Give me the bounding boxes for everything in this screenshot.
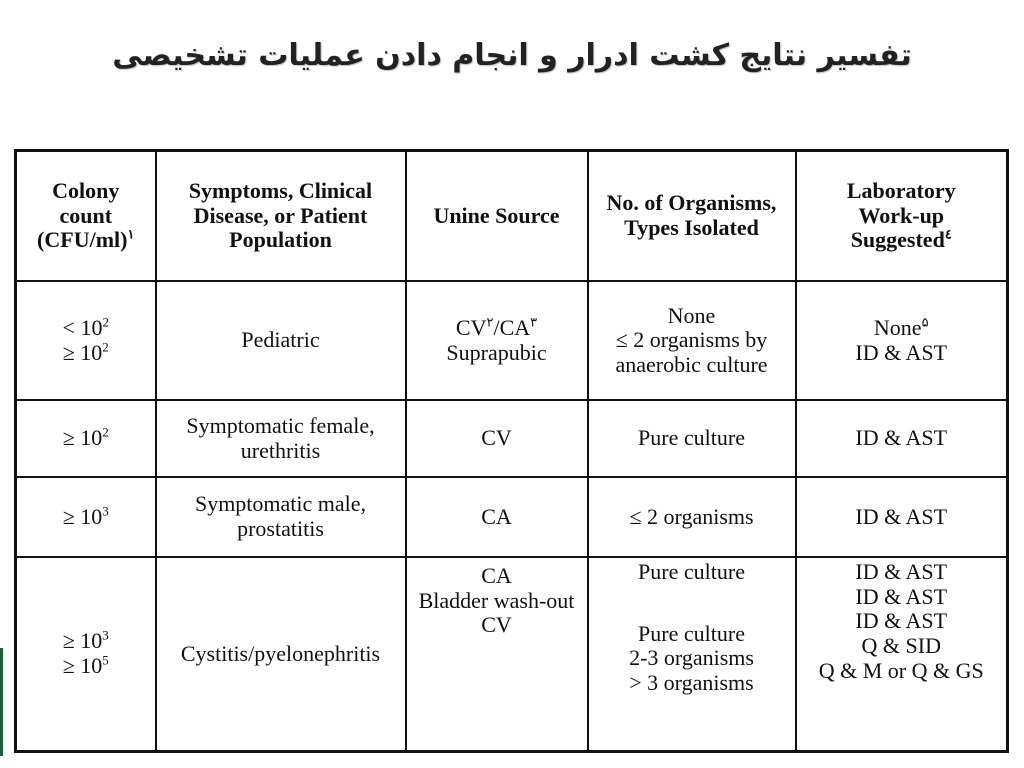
colony-count-value: ≥ $10^3$: [62, 503, 109, 529]
header-line: Laboratory: [846, 178, 956, 204]
header-line-text: Suggested: [850, 227, 945, 253]
lab-workup-text: ID & AST: [855, 503, 948, 529]
header-lab-workup: [796, 151, 1008, 282]
urine-source-text: $CV^۲/CA^۳$: [455, 314, 538, 340]
urine-source-text: CA: [481, 503, 512, 529]
cell-spacer: [592, 585, 792, 622]
header-line: [20, 228, 152, 253]
urine-culture-table: [14, 149, 1009, 753]
colony-count-value: < $10^2$: [62, 314, 109, 340]
urine-source-text: CV: [481, 425, 512, 451]
organisms-text: Pure culture: [638, 425, 745, 451]
urine-source-text: Suprapubic: [446, 339, 547, 365]
symptoms-text: Symptomatic female,: [186, 412, 375, 438]
lab-workup-cell: [796, 281, 1008, 400]
symptoms-cell: [156, 557, 406, 752]
organisms-cell: [588, 281, 796, 400]
header-line: Disease, or Patient: [193, 202, 368, 228]
lab-workup-text: ID & AST: [855, 425, 948, 451]
lab-workup-text: Q & SID: [861, 632, 941, 658]
urine-source-text: CA: [481, 563, 512, 588]
header-organisms: [588, 151, 796, 282]
table-row: [16, 477, 1008, 557]
lab-workup-cell: [796, 400, 1008, 477]
table-row: [16, 557, 1008, 752]
header-line: Types Isolated: [624, 215, 759, 240]
header-line: Colony: [52, 178, 120, 204]
lab-workup-text: None$^۵$: [873, 314, 929, 340]
colony-count-cell: [16, 477, 156, 557]
header-line: Population: [229, 227, 332, 253]
lab-workup-text: Q & M or Q & GS: [818, 657, 984, 683]
urine-source-cell: [406, 281, 588, 400]
lab-workup-text: ID & AST: [855, 339, 948, 365]
header-symptoms: [156, 151, 406, 282]
colony-count-cell: [16, 281, 156, 400]
symptoms-text: Cystitis/pyelonephritis: [180, 640, 381, 666]
colony-count-value: ≥ $10^2$: [62, 339, 109, 365]
header-line: Symptoms, Clinical: [188, 178, 373, 204]
header-line: Work-up: [858, 202, 945, 228]
organisms-text: 2-3 organisms: [629, 645, 754, 671]
urine-source-text: Bladder wash-out: [418, 587, 575, 613]
footnote-marker: ٤: [944, 226, 952, 242]
organisms-text: None: [667, 302, 716, 328]
urine-source-cell: [406, 557, 588, 752]
colony-count-cell: [16, 557, 156, 752]
symptoms-cell: [156, 477, 406, 557]
lab-workup-text: ID & AST: [855, 559, 948, 584]
colony-count-value: ≥ $10^5$: [62, 652, 109, 678]
urine-source-cell: [406, 400, 588, 477]
slide-title: تفسیر نتایج کشت ادرار و انجام دادن عملیات تشخیصی: [112, 38, 912, 73]
colony-count-value: ≥ $10^3$: [62, 628, 109, 654]
header-line: [800, 228, 1004, 253]
lab-workup-text: ID & AST: [855, 583, 948, 609]
footnote-marker: ۱: [127, 226, 135, 242]
header-line: No. of Organisms,: [606, 190, 777, 216]
organisms-text: > 3 organisms: [629, 669, 754, 695]
symptoms-text: urethritis: [240, 437, 321, 463]
symptoms-cell: [156, 281, 406, 400]
header-colony-count: [16, 151, 156, 282]
lab-workup-cell: [796, 477, 1008, 557]
header-line-text: (CFU/ml): [37, 227, 128, 253]
organisms-cell: [588, 477, 796, 557]
header-row: [16, 151, 1008, 282]
symptoms-text: Pediatric: [241, 327, 320, 353]
symptoms-cell: [156, 400, 406, 477]
symptoms-text: prostatitis: [237, 516, 324, 541]
organisms-text: anaerobic culture: [615, 351, 768, 377]
header-line: Unine Source: [433, 202, 560, 228]
header-line: count: [59, 202, 113, 228]
symptoms-text: Symptomatic male,: [194, 491, 367, 517]
table-container: [14, 149, 1006, 753]
organisms-text: ≤ 2 organisms by: [615, 327, 768, 353]
organisms-text: Pure culture: [638, 559, 745, 584]
lab-workup-cell: [796, 557, 1008, 752]
accent-bar: [0, 648, 3, 756]
organisms-cell: [588, 400, 796, 477]
urine-source-text: CV: [481, 612, 512, 638]
table-row: [16, 281, 1008, 400]
colony-count-cell: [16, 400, 156, 477]
urine-source-cell: [406, 477, 588, 557]
organisms-text: Pure culture: [638, 620, 745, 646]
organisms-cell: [588, 557, 796, 752]
table-row: [16, 400, 1008, 477]
organisms-text: ≤ 2 organisms: [629, 503, 754, 529]
lab-workup-text: ID & AST: [855, 608, 948, 634]
header-urine-source: [406, 151, 588, 282]
colony-count-value: ≥ $10^2$: [62, 424, 109, 451]
